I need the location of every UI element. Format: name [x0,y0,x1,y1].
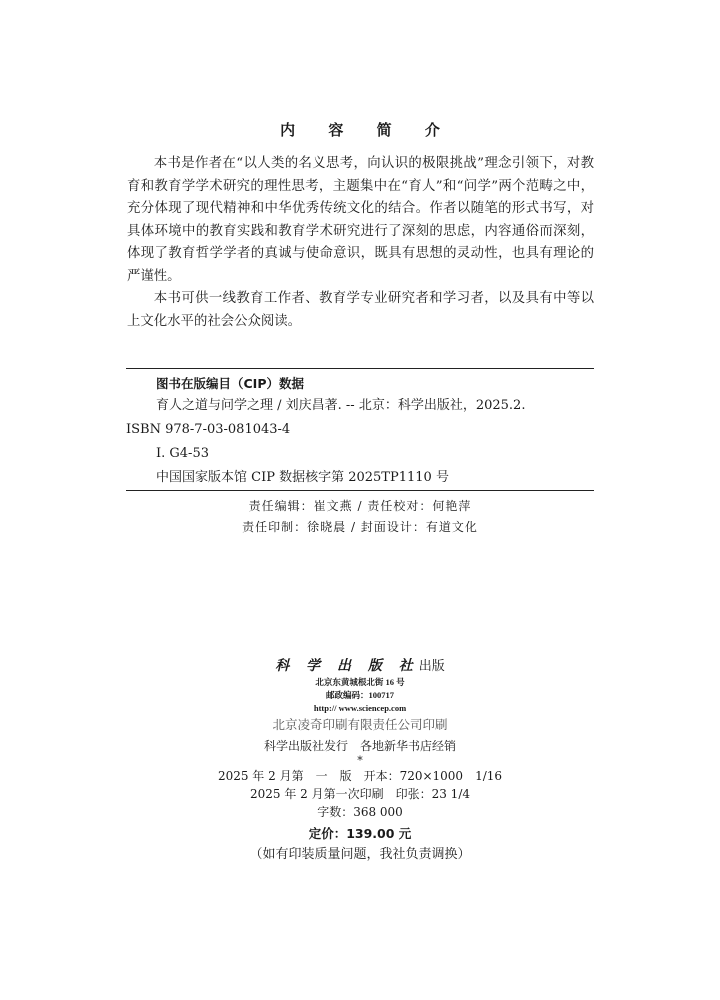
synopsis-paragraph: 本书可供一线教育工作者、教育学专业研究者和学习者，以及具有中等以上文化水平的社会公众阅读。 [127,291,594,329]
word-count-line: 字数：368 000 [317,805,403,819]
publisher-website: http:// www.sciencep.com [313,703,407,713]
synopsis-title: 内 容 简 介 [280,121,454,139]
printer-line: 北京凌奇印刷有限责任公司印刷 [272,717,448,732]
imprint-block [0,654,720,865]
publisher-suffix: 出版 [418,659,445,674]
synopsis-body [127,153,594,333]
cip-book-line: 育人之道与问学之理 / 刘庆昌著. -- 北京：科学出版社，2025.2. [156,398,526,413]
synopsis-paragraph: 本书是作者在“以人类的名义思考，向认识的极限挑战”理念引领下，对教育和教育学学术研究的理性思考，主题集中在“育人”和“问学”两个范畴之中，充分体现了现代精神和中华优秀传统文化的结合。作者以随笔的形式书写，对具体环境中的教育实践和教育学术研究进行了深刻的思虑，内容通俗而深刻，体现了教育哲学学者的真诚与使命意识，既具有思想的灵动性，也具有理论的严谨性。 [127,156,594,284]
price-line: 定价：139.00 元 [308,826,412,841]
distribution-line: 科学出版社发行 各地新华书店经销 [263,739,456,753]
cip-data-block [126,368,594,491]
printing-line: 2025 年 2 月第一次印刷 印张：23 1/4 [249,787,470,801]
cip-classification: Ⅰ. G4-53 [156,446,209,461]
publisher-postcode: 邮政编码：100717 [325,690,394,700]
cip-heading: 图书在版编目（CIP）数据 [156,376,304,391]
cip-verification: 中国国家版本馆 CIP 数据核字第 2025TP1110 号 [156,470,449,485]
credits-line-production: 责任印制：徐晓晨 / 封面设计：有道文化 [242,520,478,534]
credits-line-editors: 责任编辑：崔文燕 / 责任校对：何艳萍 [248,499,472,513]
separator-asterisk: * [357,754,363,767]
quality-note: （如有印装质量问题，我社负责调换） [249,847,471,862]
responsibility-credits [0,496,720,538]
publisher-address: 北京东黄城根北街 16 号 [315,677,405,687]
publisher-line [0,654,720,676]
publisher-logo-text: 科 学 出 版 社 [275,658,419,674]
cip-isbn: ISBN 978-7-03-081043-4 [126,422,291,437]
edition-line: 2025 年 2 月第 一 版 开本：720×1000 1/16 [217,769,503,783]
